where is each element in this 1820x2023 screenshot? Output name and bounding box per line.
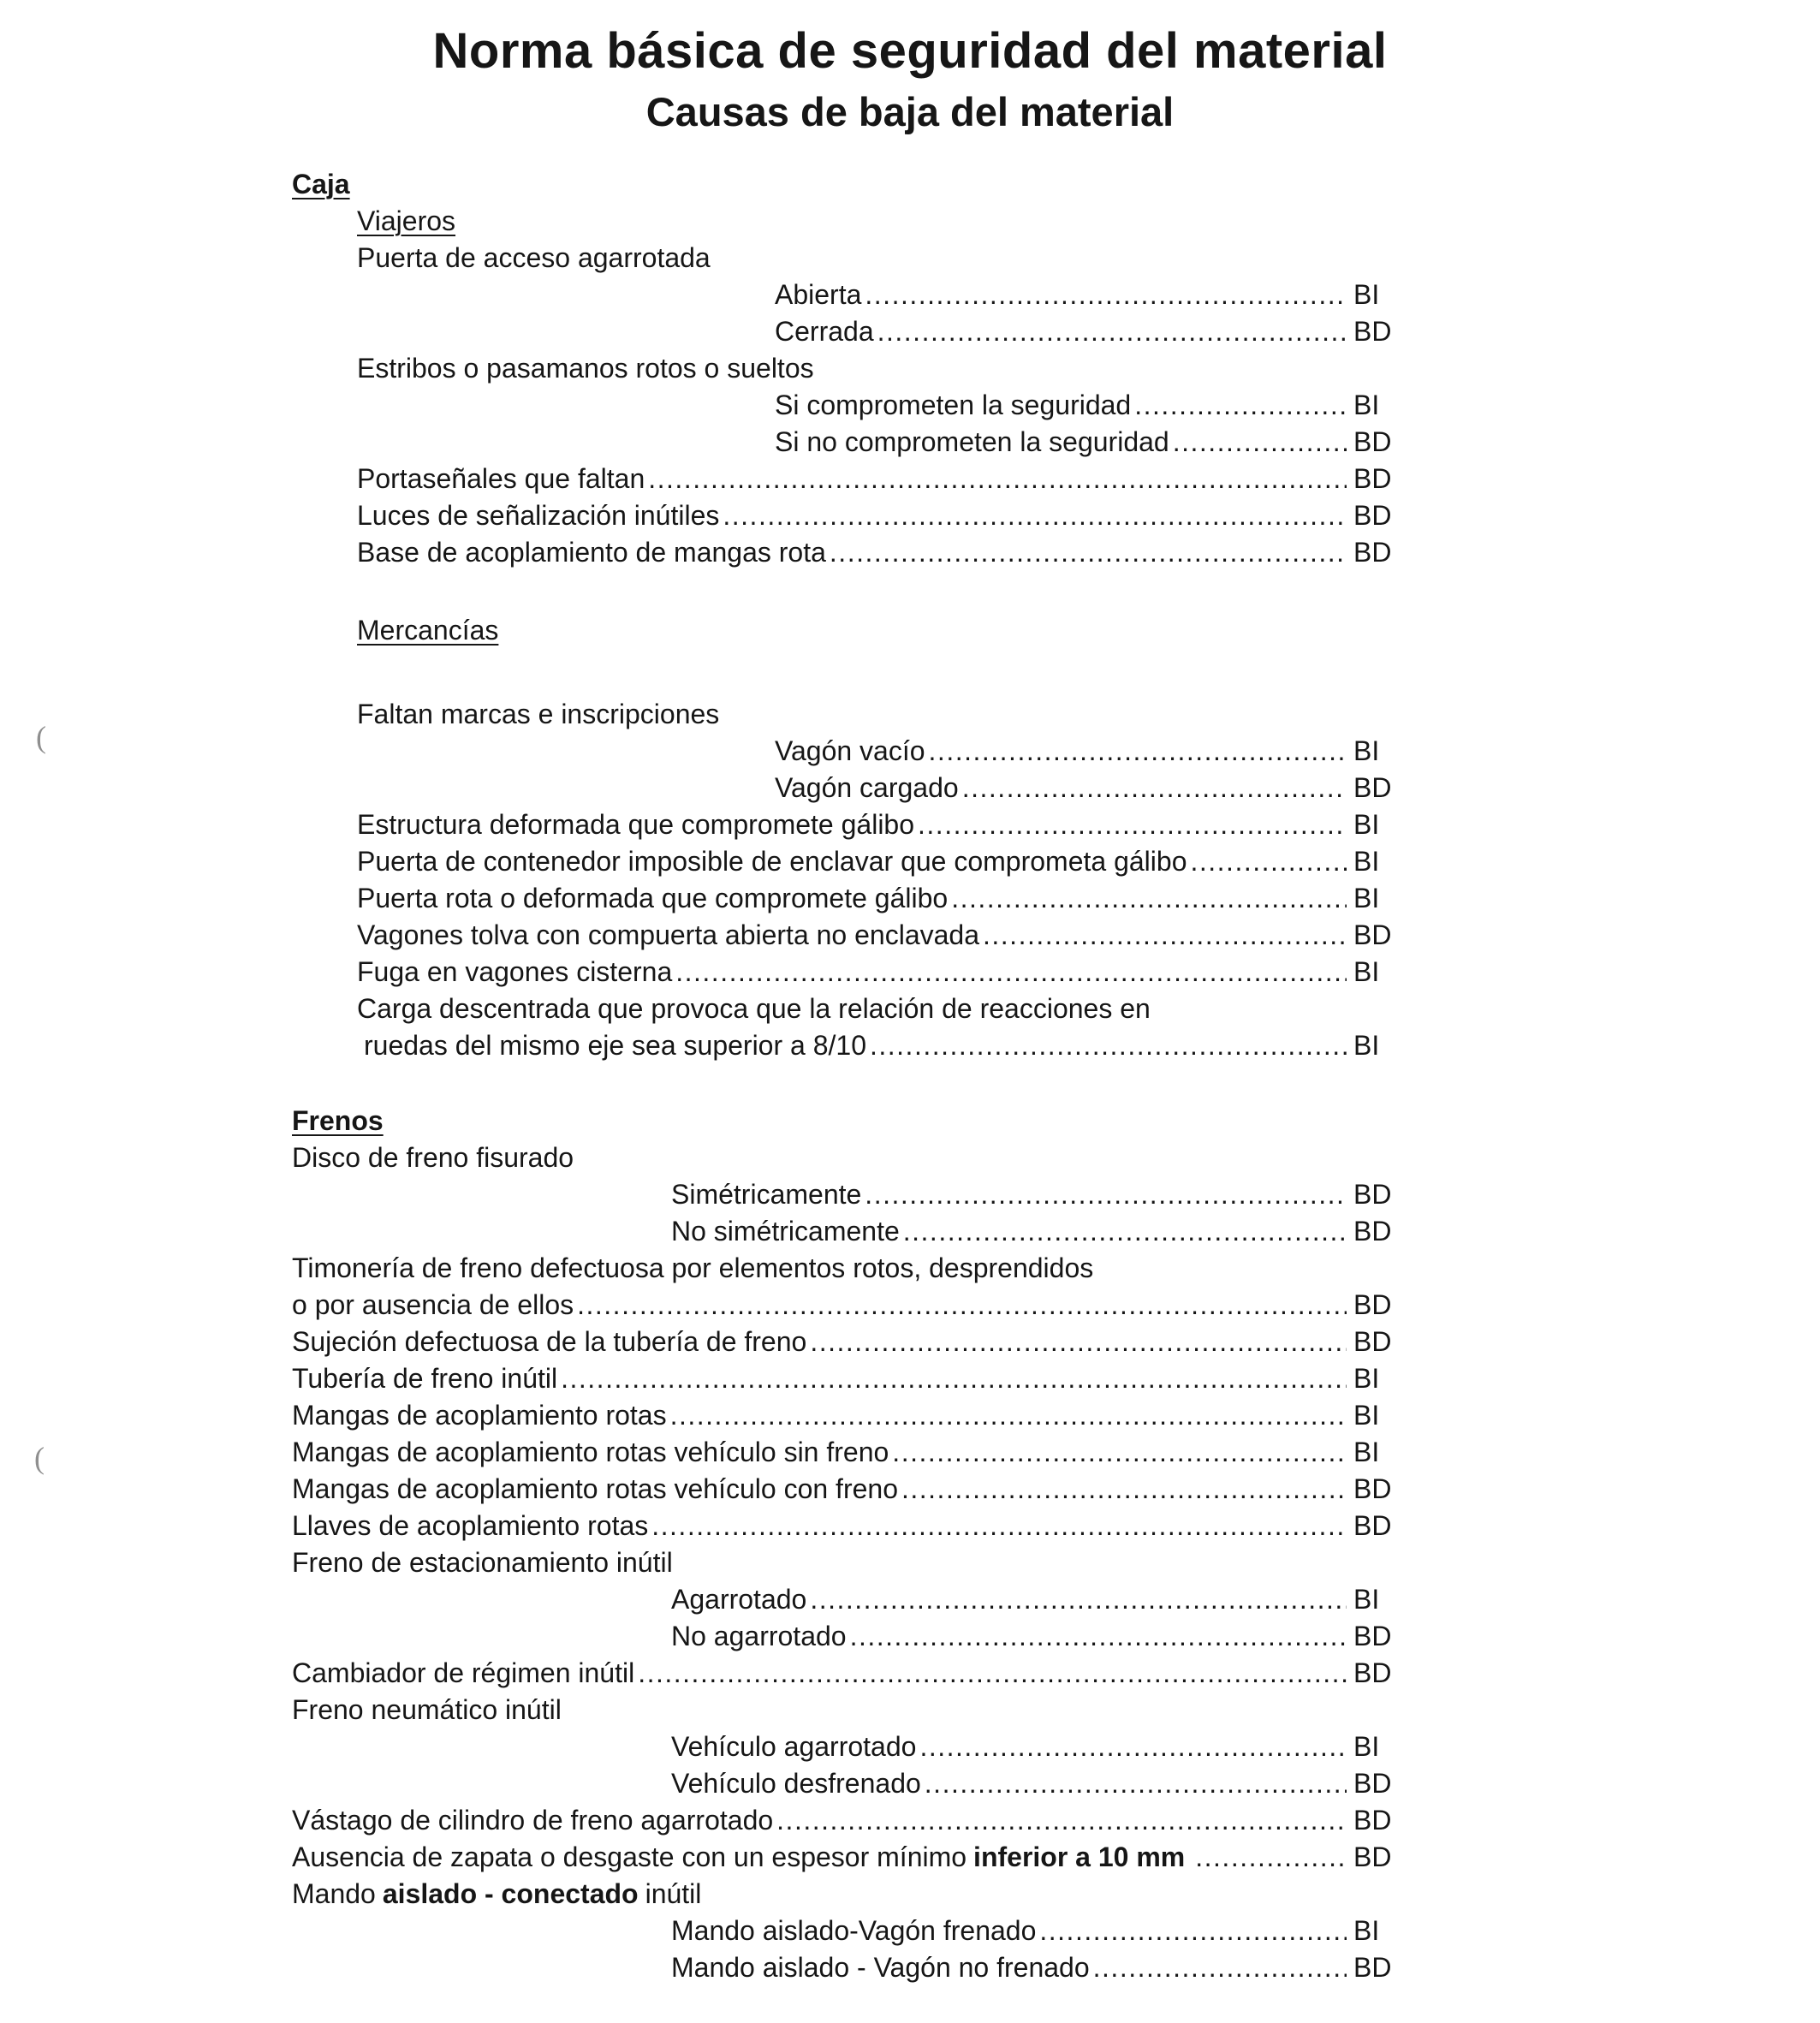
- line-text: Mando: [292, 1878, 376, 1909]
- line-text: Mando aislado-Vagón frenado: [671, 1915, 1037, 1946]
- dot-leader: [830, 534, 1347, 571]
- doc-line: [292, 1802, 1401, 1839]
- section-heading-frenos: Frenos: [292, 1105, 384, 1136]
- code-value: BD: [1353, 1326, 1392, 1357]
- code-value: BI: [1353, 1731, 1380, 1762]
- code-value: BI: [1353, 846, 1380, 877]
- doc-line: [292, 1139, 1401, 1176]
- code-value: BI: [1353, 809, 1380, 840]
- doc-line: [292, 843, 1401, 880]
- line-text: Mando aislado - Vagón no frenado: [671, 1952, 1090, 1983]
- code-value: BD: [1353, 1657, 1392, 1688]
- dot-leader: [870, 1027, 1347, 1064]
- line-text: Carga descentrada que provoca que la relación de reacciones en: [357, 993, 1151, 1024]
- line-text: Portaseñales que faltan: [357, 463, 645, 494]
- doc-line: [292, 350, 1401, 387]
- code-value: BI: [1353, 1584, 1380, 1615]
- code-value: BI: [1353, 1030, 1380, 1061]
- dot-leader: [865, 277, 1347, 313]
- doc-line: [292, 277, 1401, 313]
- dot-leader: [919, 1728, 1347, 1765]
- dot-leader: [962, 770, 1347, 806]
- scan-artifact: (: [34, 1441, 45, 1475]
- dot-leader: [1093, 1949, 1347, 1986]
- line-text: Agarrotado: [671, 1584, 807, 1615]
- line-text: Simétricamente: [671, 1179, 862, 1210]
- line-text: o por ausencia de ellos: [292, 1289, 574, 1320]
- line-text: Vagón vacío: [775, 735, 925, 766]
- code-value: BD: [1353, 919, 1392, 950]
- line-text: Cerrada: [775, 316, 874, 347]
- code-value: BD: [1353, 772, 1392, 803]
- code-value: BD: [1353, 316, 1392, 347]
- doc-line: [292, 880, 1401, 917]
- code-value: BD: [1353, 1289, 1392, 1320]
- doc-line: [292, 1287, 1401, 1324]
- doc-line: [292, 387, 1401, 424]
- line-text: Cambiador de régimen inútil: [292, 1657, 635, 1688]
- doc-line: [292, 1250, 1401, 1287]
- doc-line: [292, 534, 1401, 571]
- section-frenos-heading-row: [292, 1103, 1401, 1139]
- line-text: No agarrotado: [671, 1621, 847, 1651]
- line-text: Base de acoplamiento de mangas rota: [357, 537, 826, 568]
- line-text: Vehículo desfrenado: [671, 1768, 921, 1799]
- doc-line: [292, 1176, 1401, 1213]
- doc-line: [292, 770, 1401, 806]
- document-body: [292, 166, 1401, 1986]
- doc-line: [292, 806, 1401, 843]
- code-value: BD: [1353, 1179, 1392, 1210]
- line-text: Llaves de acoplamiento rotas: [292, 1510, 649, 1541]
- dot-leader: [577, 1287, 1347, 1324]
- subsection-mercancias-heading-row: [292, 612, 1401, 649]
- dot-leader: [951, 880, 1347, 917]
- line-text: Puerta de contenedor imposible de enclavar que comprometa gálibo: [357, 846, 1187, 877]
- doc-line: [292, 1397, 1401, 1434]
- dot-leader: [1134, 387, 1347, 424]
- doc-line: [292, 497, 1401, 534]
- line-text: Timonería de freno defectuosa por elementos rotos, desprendidos: [292, 1252, 1094, 1283]
- document-subtitle: Causas de baja del material: [645, 89, 1175, 134]
- line-text: Mangas de acoplamiento rotas: [292, 1400, 667, 1431]
- doc-line: [292, 424, 1401, 461]
- code-value: BD: [1353, 1842, 1392, 1872]
- doc-line: [292, 1213, 1401, 1250]
- line-text: Freno de estacionamiento inútil: [292, 1547, 673, 1578]
- dot-leader: [903, 1213, 1347, 1250]
- dot-leader: [865, 1176, 1347, 1213]
- code-value: BD: [1353, 1216, 1392, 1247]
- dot-leader: [723, 497, 1347, 534]
- doc-line: [292, 1839, 1401, 1876]
- code-value: BD: [1353, 1473, 1392, 1504]
- doc-line: [292, 954, 1401, 991]
- dot-leader: [918, 806, 1347, 843]
- dot-leader: [638, 1655, 1347, 1692]
- line-text: Vehículo agarrotado: [671, 1731, 917, 1762]
- subsection-heading-viajeros: Viajeros: [357, 205, 456, 236]
- dot-leader: [675, 954, 1347, 991]
- line-text: Puerta rota o deformada que compromete gálibo: [357, 883, 949, 913]
- line-text: Estribos o pasamanos rotos o sueltos: [357, 353, 814, 384]
- code-value: BD: [1353, 537, 1392, 568]
- code-value: BI: [1353, 1363, 1380, 1394]
- line-text: Sujeción defectuosa de la tubería de freno: [292, 1326, 807, 1357]
- doc-line: [292, 991, 1401, 1027]
- doc-line: [292, 733, 1401, 770]
- doc-line: [292, 461, 1401, 497]
- doc-line: [292, 1949, 1401, 1986]
- dot-leader: [776, 1802, 1347, 1839]
- dot-leader: [670, 1397, 1347, 1434]
- code-value: BI: [1353, 1400, 1380, 1431]
- dot-leader: [1195, 1839, 1347, 1876]
- line-text: inútil: [645, 1878, 702, 1909]
- code-value: BI: [1353, 1437, 1380, 1467]
- dot-leader: [901, 1471, 1347, 1508]
- code-value: BI: [1353, 390, 1380, 420]
- line-text: Mangas de acoplamiento rotas vehículo sin freno: [292, 1437, 889, 1467]
- doc-line: [292, 1434, 1401, 1471]
- subsection-viajeros-heading-row: [292, 203, 1401, 240]
- scan-artifact: (: [36, 720, 46, 754]
- line-text: Estructura deformada que compromete gálibo: [357, 809, 915, 840]
- dot-leader: [983, 917, 1347, 954]
- code-value: BI: [1353, 1915, 1380, 1946]
- code-value: BD: [1353, 1510, 1392, 1541]
- dot-leader: [929, 733, 1347, 770]
- line-text: ruedas del mismo eje sea superior a 8/10: [364, 1030, 866, 1061]
- dot-leader: [1173, 424, 1347, 461]
- code-value: BD: [1353, 463, 1392, 494]
- line-text: Vástago de cilindro de freno agarrotado: [292, 1805, 774, 1836]
- subsection-heading-mercancias: Mercancías: [357, 615, 499, 646]
- doc-line: [292, 1655, 1401, 1692]
- line-text: Freno neumático inútil: [292, 1694, 562, 1725]
- dot-leader: [810, 1581, 1347, 1618]
- line-text: Luces de señalización inútiles: [357, 500, 720, 531]
- line-text: Tubería de freno inútil: [292, 1363, 558, 1394]
- doc-line: [292, 1692, 1401, 1728]
- code-value: BI: [1353, 735, 1380, 766]
- code-value: BD: [1353, 1621, 1392, 1651]
- doc-line: [292, 240, 1401, 277]
- code-value: BD: [1353, 1952, 1392, 1983]
- dot-leader: [651, 1508, 1347, 1544]
- line-text: Mangas de acoplamiento rotas vehículo con freno: [292, 1473, 898, 1504]
- doc-line: [292, 696, 1401, 733]
- dot-leader: [877, 313, 1347, 350]
- doc-line: [292, 1618, 1401, 1655]
- doc-line: [292, 1913, 1401, 1949]
- doc-line: [292, 1471, 1401, 1508]
- dot-leader: [925, 1765, 1347, 1802]
- code-value: BD: [1353, 1805, 1392, 1836]
- line-text: Vagones tolva con compuerta abierta no enclavada: [357, 919, 979, 950]
- doc-line: [292, 1544, 1401, 1581]
- dot-leader: [648, 461, 1347, 497]
- doc-line: [292, 1360, 1401, 1397]
- line-text: Abierta: [775, 279, 862, 310]
- doc-line: [292, 1027, 1401, 1064]
- dot-leader: [850, 1618, 1347, 1655]
- section-caja-heading-row: [292, 166, 1401, 203]
- dot-leader: [1039, 1913, 1347, 1949]
- line-text-bold: inferior a 10 mm: [973, 1842, 1186, 1872]
- code-value: BI: [1353, 956, 1380, 987]
- doc-line: [292, 917, 1401, 954]
- line-text: Puerta de acceso agarrotada: [357, 242, 711, 273]
- line-text: Disco de freno fisurado: [292, 1142, 574, 1173]
- line-text-bold: aislado - conectado: [382, 1878, 639, 1909]
- doc-line: [292, 1508, 1401, 1544]
- code-value: BD: [1353, 426, 1392, 457]
- doc-line: [292, 1765, 1401, 1802]
- document-title: Norma básica de seguridad del material: [432, 23, 1388, 79]
- line-text: Ausencia de zapata o desgaste con un espesor mínimo: [292, 1842, 967, 1872]
- line-text: Si comprometen la seguridad: [775, 390, 1132, 420]
- dot-leader: [1190, 843, 1347, 880]
- code-value: BI: [1353, 883, 1380, 913]
- doc-line: [292, 1324, 1401, 1360]
- code-value: BD: [1353, 500, 1392, 531]
- line-text: Si no comprometen la seguridad: [775, 426, 1169, 457]
- line-text: No simétricamente: [671, 1216, 900, 1247]
- doc-line: [292, 1581, 1401, 1618]
- doc-line: [292, 313, 1401, 350]
- doc-line: [292, 1876, 1401, 1913]
- dot-leader: [892, 1434, 1347, 1471]
- dot-leader: [561, 1360, 1347, 1397]
- dot-leader: [810, 1324, 1347, 1360]
- code-value: BI: [1353, 279, 1380, 310]
- section-heading-caja: Caja: [292, 169, 350, 199]
- line-text: Vagón cargado: [775, 772, 959, 803]
- line-text: Faltan marcas e inscripciones: [357, 699, 720, 729]
- code-value: BD: [1353, 1768, 1392, 1799]
- doc-line: [292, 1728, 1401, 1765]
- line-text: Fuga en vagones cisterna: [357, 956, 673, 987]
